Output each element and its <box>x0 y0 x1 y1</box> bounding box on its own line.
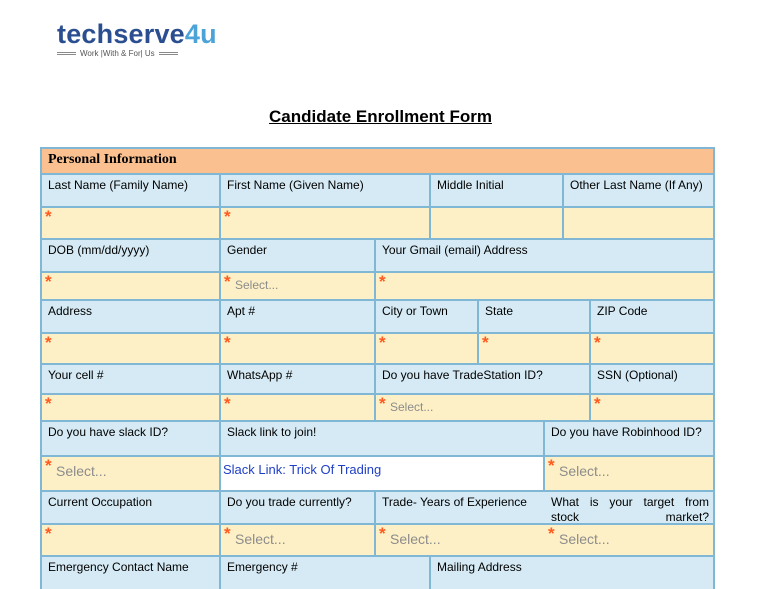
occupation-input[interactable] <box>42 525 219 555</box>
label-trade-years: Trade- Years of Experience <box>376 492 545 523</box>
label-middle-initial: Middle Initial <box>431 175 562 206</box>
first-name-input[interactable] <box>221 208 429 238</box>
required-mark: * <box>548 524 555 543</box>
trade-currently-select-value: Select... <box>235 531 286 547</box>
label-gender: Gender <box>221 240 374 271</box>
target-select[interactable] <box>545 525 713 555</box>
label-apt: Apt # <box>221 301 374 332</box>
label-emergency-number: Emergency # <box>221 557 429 589</box>
target-select-value: Select... <box>559 531 610 547</box>
required-mark: * <box>594 333 601 352</box>
tagline-divider <box>57 52 76 55</box>
cell-input[interactable] <box>42 395 219 420</box>
address-input[interactable] <box>42 334 219 363</box>
slack-id-select-value: Select... <box>56 463 107 479</box>
label-first-name: First Name (Given Name) <box>221 175 429 206</box>
required-mark: * <box>224 207 231 226</box>
required-mark: * <box>45 456 52 475</box>
trade-years-select[interactable] <box>376 525 545 555</box>
label-target-text: What is your target from stock market? <box>551 495 709 524</box>
robinhood-select[interactable] <box>545 457 713 490</box>
slack-link-cell <box>221 457 543 490</box>
label-robinhood: Do you have Robinhood ID? <box>545 422 713 455</box>
enrollment-form <box>40 147 715 589</box>
label-target <box>545 492 713 523</box>
trade-currently-select[interactable] <box>221 525 374 555</box>
middle-initial-input[interactable] <box>431 208 562 238</box>
label-gmail: Your Gmail (email) Address <box>376 240 713 271</box>
trade-years-select-value: Select... <box>390 531 441 547</box>
required-mark: * <box>379 524 386 543</box>
label-city: City or Town <box>376 301 477 332</box>
label-address: Address <box>42 301 219 332</box>
label-zip: ZIP Code <box>591 301 713 332</box>
tagline-divider <box>159 52 178 55</box>
gender-select[interactable] <box>221 273 374 299</box>
label-occupation: Current Occupation <box>42 492 219 523</box>
required-mark: * <box>45 207 52 226</box>
logo-tagline: Work |With & For| Us <box>80 49 155 58</box>
dob-input[interactable] <box>42 273 219 299</box>
section-header: Personal Information <box>42 149 713 173</box>
required-mark: * <box>45 272 52 291</box>
slack-id-select[interactable] <box>42 457 219 490</box>
label-ssn: SSN (Optional) <box>591 365 713 393</box>
label-trade-currently: Do you trade currently? <box>221 492 374 523</box>
label-mailing-address: Mailing Address <box>431 557 713 589</box>
label-cell: Your cell # <box>42 365 219 393</box>
whatsapp-input[interactable] <box>221 395 374 420</box>
gender-select-value: Select... <box>235 278 279 292</box>
tradestation-select-value: Select... <box>390 400 434 414</box>
required-mark: * <box>379 272 386 291</box>
tradestation-select[interactable] <box>376 395 589 420</box>
required-mark: * <box>45 333 52 352</box>
label-emergency-name: Emergency Contact Name <box>42 557 219 589</box>
label-tradestation: Do you have TradeStation ID? <box>376 365 589 393</box>
label-other-last-name: Other Last Name (If Any) <box>564 175 713 206</box>
other-last-name-input[interactable] <box>564 208 713 238</box>
label-last-name: Last Name (Family Name) <box>42 175 219 206</box>
last-name-input[interactable] <box>42 208 219 238</box>
required-mark: * <box>379 333 386 352</box>
label-dob: DOB (mm/dd/yyyy) <box>42 240 219 271</box>
state-input[interactable] <box>479 334 589 363</box>
required-mark: * <box>224 524 231 543</box>
required-mark: * <box>548 456 555 475</box>
label-state: State <box>479 301 589 332</box>
slack-link[interactable]: Slack Link: Trick Of Trading <box>223 462 382 477</box>
required-mark: * <box>45 524 52 543</box>
logo-tagline-row <box>57 49 217 58</box>
zip-input[interactable] <box>591 334 713 363</box>
required-mark: * <box>224 333 231 352</box>
apt-input[interactable] <box>221 334 374 363</box>
logo-wordmark: techserve4u <box>57 19 217 49</box>
city-input[interactable] <box>376 334 477 363</box>
required-mark: * <box>594 394 601 413</box>
required-mark: * <box>224 394 231 413</box>
gmail-input[interactable] <box>376 273 713 299</box>
ssn-input[interactable] <box>591 395 713 420</box>
required-mark: * <box>379 394 386 413</box>
form-title: Candidate Enrollment Form <box>269 107 492 126</box>
required-mark: * <box>224 272 231 291</box>
required-mark: * <box>45 394 52 413</box>
robinhood-select-value: Select... <box>559 463 610 479</box>
company-logo <box>57 20 217 58</box>
label-slack-id: Do you have slack ID? <box>42 422 219 455</box>
label-whatsapp: WhatsApp # <box>221 365 374 393</box>
label-slack-link: Slack link to join! <box>221 422 543 455</box>
required-mark: * <box>482 333 489 352</box>
